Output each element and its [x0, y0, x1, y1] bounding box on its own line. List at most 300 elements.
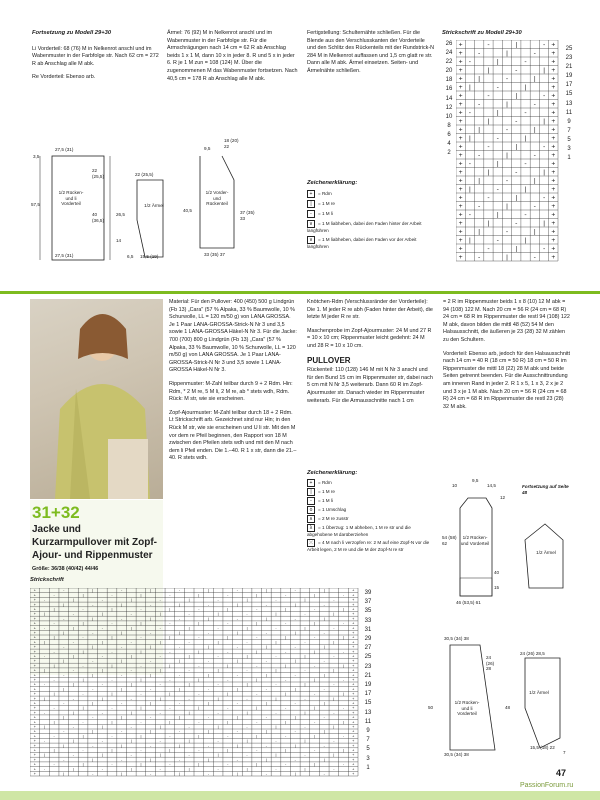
- stitch-symbol: -: [149, 659, 152, 664]
- stitch-symbol: -: [63, 757, 65, 762]
- stitch-symbol: +: [458, 203, 463, 211]
- stitch-symbol: -: [92, 687, 94, 692]
- stitch-symbol: -: [294, 673, 296, 678]
- stitch-symbol: |: [63, 715, 65, 720]
- stitch-symbol: |: [130, 626, 132, 631]
- stitch-symbol: |: [63, 630, 65, 635]
- stitch-symbol: +: [33, 710, 36, 715]
- aermel-text: Ärmel: 76 (92) M in Nelkenrot anschl und im Wabenmuster in der Farbfolge str. Für die Armschrägungen nach 14 cm = 62 R ab Anschlag beids 1 x 1 M, dann 10 x in jeder 8. R und 5 x in jeder 6. R je 1 M zun = 108 (124) M. Über die zugenommenen M das Wabenmuster fortsetzen. Nach 40,5 cm = 178 R ab Anschlag alle M abk.: [167, 30, 298, 82]
- stitch-symbol: +: [551, 203, 556, 211]
- stitch-symbol: -: [342, 762, 345, 767]
- legend-text: = 1 Überzug: 1 M abheben, 1 M re str und die abgehobene M darüberziehen: [307, 525, 411, 537]
- row-number: 23: [364, 663, 372, 670]
- row-number: 39: [364, 590, 372, 596]
- stitch-symbol: +: [551, 58, 556, 66]
- stitch-symbol: |: [188, 682, 190, 687]
- stitch-symbol: -: [304, 668, 306, 673]
- stitch-symbol: -: [246, 612, 248, 617]
- stitch-symbol: |: [121, 715, 123, 720]
- legend-symbol: |: [307, 488, 315, 496]
- stitch-symbol: |: [304, 739, 306, 744]
- stitch-symbol: |: [188, 626, 190, 631]
- row-number: 16: [445, 86, 453, 93]
- stitch-symbol: -: [169, 621, 171, 626]
- stitch-symbol: |: [265, 729, 267, 734]
- stitch-symbol: -: [524, 109, 527, 117]
- legend-item: [307, 524, 435, 538]
- stitch-symbol: -: [82, 663, 84, 668]
- stitch-symbol: -: [478, 101, 481, 109]
- stitch-symbol: +: [551, 237, 556, 245]
- stitch-symbol: |: [506, 50, 508, 58]
- stitch-symbol: +: [352, 724, 355, 729]
- stitch-symbol: +: [33, 724, 36, 729]
- stitch-symbol: +: [458, 186, 463, 194]
- stitch-symbol: |: [43, 640, 45, 645]
- stitch-symbol: |: [101, 640, 103, 645]
- stitch-symbol: |: [323, 673, 325, 678]
- stitch-symbol: +: [33, 602, 36, 607]
- legend-symbol: +: [307, 190, 315, 198]
- stitch-symbol: -: [72, 668, 75, 673]
- stitch-symbol: -: [265, 630, 267, 635]
- stitch-symbol: |: [198, 621, 200, 626]
- stitch-symbol: -: [256, 748, 258, 753]
- stitch-symbol: +: [551, 211, 556, 219]
- stitch-symbol: +: [352, 701, 355, 706]
- stitch-symbol: +: [33, 743, 36, 748]
- stitch-symbol: |: [343, 720, 345, 725]
- stitch-symbol: |: [198, 593, 200, 598]
- row-number: 7: [567, 127, 571, 134]
- stitch-symbol: -: [478, 203, 481, 211]
- stitch-symbol: |: [217, 640, 219, 645]
- stitch-symbol: |: [256, 621, 258, 626]
- stitch-symbol: |: [275, 696, 277, 701]
- stitch-symbol: -: [121, 757, 123, 762]
- row-number: 25: [364, 654, 372, 661]
- stitch-symbol: |: [285, 692, 287, 697]
- stitch-symbol: +: [551, 220, 556, 228]
- stitch-symbol: -: [496, 186, 499, 194]
- stitch-symbol: |: [207, 645, 209, 650]
- stitch-symbol: -: [121, 701, 123, 706]
- stitch-symbol: -: [236, 616, 239, 621]
- stitch-symbol: -: [217, 654, 219, 659]
- stitch-symbol: -: [246, 696, 248, 701]
- stitch-symbol: -: [178, 645, 181, 650]
- stitch-symbol: -: [198, 663, 200, 668]
- stitch-symbol: -: [188, 612, 190, 617]
- stitch-symbol: |: [43, 696, 45, 701]
- stitch-symbol: -: [159, 654, 161, 659]
- stitch-symbol: -: [207, 630, 210, 635]
- stitch-symbol: -: [285, 593, 287, 598]
- row-number: 17: [565, 82, 573, 89]
- stitch-symbol: |: [82, 649, 84, 654]
- stitch-symbol: |: [43, 724, 45, 729]
- row-number: 7: [366, 737, 370, 744]
- stitch-symbol: |: [92, 729, 94, 734]
- stitch-symbol: +: [458, 160, 463, 168]
- stitch-symbol: +: [33, 593, 36, 598]
- legend-item: [307, 210, 432, 218]
- stitch-symbol: +: [458, 126, 463, 134]
- stitch-symbol: +: [33, 729, 36, 734]
- stitch-symbol: -: [149, 602, 152, 607]
- stitch-symbol: |: [515, 245, 518, 253]
- stitch-symbol: -: [333, 739, 335, 744]
- stitch-symbol: -: [333, 654, 335, 659]
- sleeve-height-1: 26,5: [116, 212, 125, 217]
- stitch-symbol: +: [352, 640, 355, 645]
- stitch-symbol: -: [524, 160, 527, 168]
- stitch-symbol: -: [304, 724, 306, 729]
- stitch-symbol: |: [140, 593, 142, 598]
- model-title: Jacke und Kurzarmpullover mit Zopf-Ajour- und Rippenmuster: [32, 524, 158, 561]
- stitch-symbol: |: [304, 598, 306, 603]
- stitch-symbol: |: [304, 654, 306, 659]
- stitch-symbol: -: [542, 92, 546, 100]
- stitch-symbol: -: [101, 626, 103, 631]
- stitch-symbol: +: [33, 677, 36, 682]
- stitch-symbol: |: [101, 753, 103, 758]
- legend-text: = Rdm: [318, 480, 332, 486]
- stitch-symbol: |: [256, 706, 258, 711]
- row-number: 19: [565, 73, 573, 80]
- stitch-symbol: +: [458, 152, 463, 160]
- stitch-symbol: -: [227, 706, 229, 711]
- stitch-symbol: -: [275, 739, 277, 744]
- stitch-symbol: |: [343, 607, 345, 612]
- stitch-symbol: |: [82, 593, 84, 598]
- stitch-symbol: |: [92, 757, 94, 762]
- stitch-symbol: |: [217, 724, 219, 729]
- stitch-symbol: -: [227, 593, 229, 598]
- front-height-1: 40,5: [183, 208, 192, 213]
- stitch-symbol: -: [505, 126, 509, 134]
- stitch-symbol: |: [524, 186, 527, 194]
- stitch-symbol: |: [469, 135, 471, 143]
- stitch-symbol: +: [551, 126, 556, 134]
- stitch-symbol: |: [111, 607, 113, 612]
- row-number: 13: [565, 100, 573, 107]
- stitch-symbol: |: [207, 588, 209, 593]
- stitch-symbol: |: [159, 696, 161, 701]
- stitch-symbol: -: [236, 588, 239, 593]
- legend-text: = 1 M liabheben, dabei den Faden hinter der Arbeit langführen: [307, 221, 422, 233]
- stitch-symbol: +: [458, 228, 463, 236]
- stitch-symbol: |: [256, 762, 258, 767]
- stitch-symbol: |: [169, 635, 171, 640]
- stitch-symbol: |: [496, 58, 499, 66]
- page-number: 47: [556, 768, 567, 778]
- pullover-height-1: 54 (58) 62: [442, 535, 457, 546]
- rippenmuster-text: Rippenmuster: M-Zahl teilbar durch 9 + 2 Rdm. Hin: Rdm, * 2 M re, 5 M li, 2 M re, ab * stets wdh, Rdm. Rück: M str, wie sie erscheinen.: [169, 380, 293, 403]
- stitch-symbol: |: [314, 621, 316, 626]
- stitch-symbol: +: [352, 626, 355, 631]
- stitch-symbol: |: [294, 659, 296, 664]
- row-number: 15: [364, 700, 372, 707]
- stitch-symbol: |: [179, 687, 181, 692]
- front-bottom: 33 (35) 37: [204, 252, 225, 257]
- section-divider: [0, 291, 600, 294]
- row-number: 2: [447, 150, 451, 157]
- stitch-symbol: -: [111, 649, 113, 654]
- stitch-symbol: +: [33, 767, 36, 772]
- stitch-symbol: -: [140, 635, 142, 640]
- stitch-symbol: -: [342, 649, 345, 654]
- stitch-symbol: -: [533, 50, 536, 58]
- stitch-symbol: -: [178, 588, 181, 593]
- row-number: 31: [364, 626, 372, 633]
- stitch-symbol: |: [82, 621, 84, 626]
- stitch-symbol: -: [342, 706, 345, 711]
- stitch-symbol: -: [169, 706, 171, 711]
- stitch-symbol: +: [33, 748, 36, 753]
- stitch-symbol: -: [121, 588, 123, 593]
- stitch-symbol: -: [323, 687, 325, 692]
- stitch-symbol: |: [256, 734, 258, 739]
- fortsetzung-note: Fortsetzung auf Seite 48: [522, 484, 569, 495]
- size-label: Größe: 36/38 (40/42) 44/46: [32, 566, 99, 572]
- stitch-symbol: |: [285, 720, 287, 725]
- stitch-symbol: -: [313, 748, 316, 753]
- knoetchen-text: Knötchen-Rdm (Verschlussränder der Vorderteile): Die 1. M jeder R re abh (Faden hinter der Arbeit), die letzte M jeder R re str.: [307, 299, 433, 321]
- stitch-symbol: |: [256, 593, 258, 598]
- stitch-symbol: +: [551, 118, 556, 126]
- row-number: 35: [364, 608, 372, 615]
- stitch-symbol: +: [551, 143, 556, 151]
- stitch-symbol: -: [265, 743, 267, 748]
- stitch-symbol: -: [53, 734, 55, 739]
- stitch-symbol: |: [333, 612, 335, 617]
- rueckenteil-text: Rückenteil: 110 (128) 146 M mit N Nr 3 anschl und für den Bund 15 cm im Rippenmuster str, dabei nach 5 cm mit N Nr 3,5 weiterarb. Dann 60 R im Zopf-Ajourmuster str. Danach wieder im Rippenmuster weiterarb. Für die Armausschnitte nach 1 cm: [307, 367, 433, 404]
- stitch-symbol: -: [169, 762, 171, 767]
- stitch-symbol: +: [458, 135, 463, 143]
- stitch-symbol: -: [149, 743, 152, 748]
- stitch-symbol: |: [43, 612, 45, 617]
- stitch-symbol: |: [323, 645, 325, 650]
- stitch-symbol: |: [515, 92, 518, 100]
- stitch-symbol: -: [524, 211, 527, 219]
- stitch-symbol: |: [236, 743, 238, 748]
- stitch-symbol: |: [188, 654, 190, 659]
- pullover-height-2: 40: [494, 570, 500, 575]
- stitch-symbol: |: [111, 748, 113, 753]
- stitch-symbol: |: [150, 757, 152, 762]
- legend-symbol: +: [307, 479, 315, 487]
- chart-top-left-numbers: [444, 40, 454, 158]
- stitch-symbol: -: [82, 692, 84, 697]
- stitch-symbol: +: [33, 598, 36, 603]
- stitch-symbol: +: [551, 228, 556, 236]
- stitch-symbol: +: [33, 649, 36, 654]
- stitch-symbol: |: [227, 720, 229, 725]
- stitch-symbol: +: [33, 630, 36, 635]
- stitch-symbol: +: [551, 160, 556, 168]
- stitch-symbol: -: [63, 588, 65, 593]
- stitch-symbol: +: [352, 659, 355, 664]
- stitch-symbol: |: [506, 152, 508, 160]
- stitch-symbol: |: [207, 701, 209, 706]
- stitch-symbol: -: [149, 630, 152, 635]
- sleeve2-height: 48: [505, 705, 511, 710]
- stitch-symbol: |: [179, 659, 181, 664]
- legend-item: [307, 190, 432, 198]
- stitch-symbol: -: [159, 598, 161, 603]
- legend-item: [307, 515, 435, 523]
- stitch-symbol: +: [458, 84, 463, 92]
- stitch-symbol: +: [352, 710, 355, 715]
- legend-text: = 4 M nach li verzopfen re: 2 M auf eine Zopf-N vor die Arbeit legen, 2 M re und die M der Zopf-N re str: [307, 539, 430, 552]
- stitch-symbol: -: [496, 135, 499, 143]
- stitch-symbol: -: [207, 715, 210, 720]
- stitch-symbol: |: [294, 771, 296, 776]
- back2-height: 50: [428, 705, 434, 710]
- stitch-symbol: |: [217, 753, 219, 758]
- stitch-symbol: +: [352, 743, 355, 748]
- stitch-symbol: +: [33, 668, 36, 673]
- stitch-symbol: |: [72, 767, 74, 772]
- stitch-symbol: |: [246, 767, 248, 772]
- stitch-symbol: |: [236, 687, 238, 692]
- stitch-symbol: -: [72, 640, 75, 645]
- front-height-2: 37 (35) 33: [240, 210, 255, 221]
- stitch-symbol: -: [265, 602, 267, 607]
- stitch-symbol: +: [352, 682, 355, 687]
- stitch-symbol: |: [198, 677, 200, 682]
- stitch-symbol: |: [53, 692, 55, 697]
- stitch-symbol: +: [33, 654, 36, 659]
- stitch-symbol: |: [53, 635, 55, 640]
- stitch-symbol: -: [121, 645, 123, 650]
- legend-item: [307, 539, 435, 553]
- row-number: 21: [565, 64, 573, 71]
- stitch-symbol: -: [207, 743, 210, 748]
- stitch-symbol: -: [198, 607, 200, 612]
- stitch-symbol: |: [140, 706, 142, 711]
- stitch-symbol: |: [198, 734, 200, 739]
- stitch-symbol: -: [53, 621, 55, 626]
- stitch-symbol: -: [101, 654, 103, 659]
- stitch-symbol: -: [285, 677, 287, 682]
- stitch-symbol: |: [227, 748, 229, 753]
- stitch-symbol: |: [111, 663, 113, 668]
- stitch-symbol: -: [198, 692, 200, 697]
- stitch-symbol: -: [92, 771, 94, 776]
- legend-symbol: ∨: [307, 236, 315, 244]
- stitch-symbol: -: [275, 626, 277, 631]
- stitch-symbol: +: [33, 616, 36, 621]
- stitch-symbol: |: [111, 635, 113, 640]
- stitch-symbol: -: [130, 640, 132, 645]
- back2-bottom: 30,5 (34) 38: [444, 752, 469, 757]
- stitch-symbol: -: [275, 710, 277, 715]
- stitch-symbol: |: [533, 177, 536, 185]
- stitch-symbol: |: [275, 612, 277, 617]
- legend-text: = 1 M li: [318, 498, 333, 504]
- stitch-symbol: -: [217, 598, 219, 603]
- stitch-symbol: +: [33, 640, 36, 645]
- stitch-symbol: |: [159, 753, 161, 758]
- row-number: 21: [364, 672, 372, 679]
- front-top-1: 9,5: [204, 146, 211, 151]
- pullover-center-label: 1/2 Rücken- und Vorderteil: [460, 535, 490, 546]
- stitch-symbol: -: [227, 734, 229, 739]
- stitch-symbol: |: [207, 673, 209, 678]
- stitch-symbol: |: [198, 706, 200, 711]
- stitch-symbol: -: [294, 701, 296, 706]
- stitch-symbol: +: [33, 682, 36, 687]
- chart-bottom-grid: [30, 588, 360, 778]
- stitch-symbol: |: [246, 654, 248, 659]
- stitch-symbol: |: [101, 724, 103, 729]
- chart-bottom-right-numbers: [362, 589, 374, 773]
- stitch-symbol: +: [551, 254, 556, 262]
- stitch-symbol: -: [515, 220, 518, 228]
- stitch-symbol: |: [63, 771, 65, 776]
- legend-item: [307, 479, 435, 487]
- stitch-symbol: -: [159, 682, 161, 687]
- stitch-symbol: +: [458, 58, 463, 66]
- back2-center: 1/2 Rücken- und li Vorderteil: [454, 700, 480, 717]
- stitch-symbol: |: [533, 126, 536, 134]
- stitch-symbol: +: [458, 101, 463, 109]
- stitch-symbol: -: [43, 710, 46, 715]
- stitch-symbol: |: [496, 160, 499, 168]
- legend-symbol: -: [307, 497, 315, 505]
- legend-item: [307, 497, 435, 505]
- stitch-symbol: -: [496, 84, 499, 92]
- row-number: 1: [567, 155, 571, 162]
- stitch-symbol: |: [82, 706, 84, 711]
- text-column-6: [443, 299, 571, 417]
- stitch-symbol: |: [150, 645, 152, 650]
- stitch-symbol: -: [333, 626, 335, 631]
- row-number: 13: [364, 709, 372, 716]
- stitch-symbol: |: [111, 720, 113, 725]
- stitch-symbol: +: [458, 169, 463, 177]
- row-number: 14: [445, 95, 453, 102]
- stitch-symbol: |: [543, 118, 545, 126]
- stitch-symbol: |: [285, 635, 287, 640]
- stitch-symbol: -: [313, 692, 316, 697]
- stitch-symbol: -: [256, 663, 258, 668]
- stitch-symbol: +: [33, 621, 36, 626]
- stitch-symbol: -: [236, 757, 239, 762]
- stitch-symbol: -: [130, 668, 132, 673]
- stitch-symbol: -: [304, 753, 306, 758]
- maschenprobe-text: Maschenprobe im Zopf-Ajourmuster: 24 M und 27 R = 10 x 10 cm; Rippenmuster leicht gedehnt: 24 M und 28 R = 10 x 10 cm.: [307, 327, 432, 349]
- row-number: 12: [445, 104, 453, 111]
- stitch-symbol: -: [265, 771, 267, 776]
- stitch-symbol: -: [533, 203, 536, 211]
- stitch-symbol: -: [140, 607, 142, 612]
- stitch-symbol: |: [533, 228, 536, 236]
- row-number: 5: [567, 136, 571, 143]
- stitch-symbol: |: [543, 169, 545, 177]
- stitch-symbol: -: [63, 673, 65, 678]
- stitch-symbol: |: [43, 668, 45, 673]
- pullover-top-3: 14,5: [487, 483, 496, 488]
- stitch-symbol: -: [72, 724, 75, 729]
- stitch-symbol: -: [169, 649, 171, 654]
- stitch-symbol: +: [458, 92, 463, 100]
- stitch-symbol: +: [551, 109, 556, 117]
- stitch-symbol: -: [149, 715, 152, 720]
- stitch-symbol: -: [101, 710, 103, 715]
